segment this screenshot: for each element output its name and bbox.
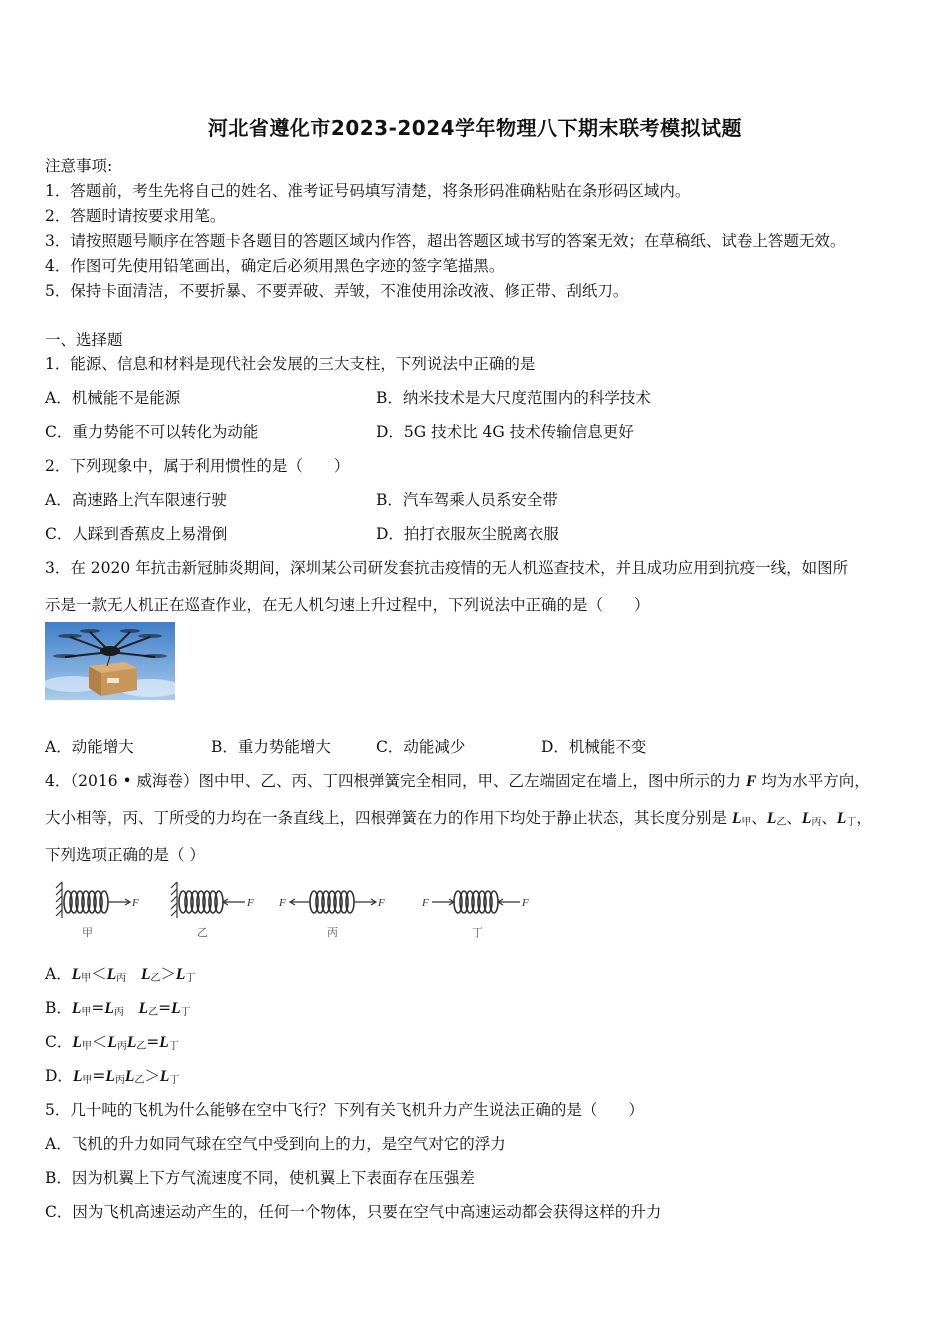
- q4-stem-line-2: 大小相等，丙、丁所受的力均在一条直线上，四根弹簧在力的作用下均处于静止状态，其长度分别是 $L_甲$、$L_乙$、$L_丙$、$L_丁$，: [45, 809, 872, 828]
- spring-ding: [454, 891, 498, 913]
- q1-stem: 1．能源、信息和材料是现代社会发展的三大支柱，下列说法中正确的是: [45, 355, 536, 373]
- spring-yi: [179, 891, 223, 913]
- force-label-ding-left: F: [422, 897, 429, 909]
- q2-option-b: B．汽车驾乘人员系安全带: [376, 491, 558, 509]
- q5-stem: 5．几十吨的飞机为什么能够在空中飞行？下列有关飞机升力产生说法正确的是（ ）: [45, 1101, 644, 1119]
- drone-illustration: [45, 622, 175, 700]
- l-symbol: L: [175, 966, 186, 983]
- l-symbol: L: [801, 810, 812, 827]
- sub-ding: 丁: [180, 1007, 191, 1018]
- option-prefix: D．: [45, 1067, 73, 1085]
- sub-ding: 丁: [169, 1075, 180, 1086]
- notice-heading: 注意事项:: [45, 157, 113, 175]
- q5-option-c: C．因为飞机高速运动产生的，任何一个物体，只要在空气中高速运动都会获得这样的升力: [45, 1203, 662, 1221]
- q1-option-d: D．5G 技术比 4G 技术传输信息更好: [376, 423, 634, 441]
- q3-option-d: D．机械能不变: [541, 738, 647, 756]
- l-symbol: L: [159, 1068, 170, 1085]
- q5-option-a: A．飞机的升力如同气球在空气中受到向上的力，是空气对它的浮力: [45, 1135, 506, 1153]
- force-label-bing-right: F: [378, 897, 385, 909]
- q2-option-c: C．人踩到香蕉皮上易滑倒: [45, 525, 228, 543]
- q2-stem: 2．下列现象中，属于利用惯性的是（ ）: [45, 457, 350, 475]
- drone-image: [45, 622, 175, 700]
- sub-yi: 乙: [776, 817, 787, 828]
- force-label-yi: F: [247, 897, 254, 909]
- q4-option-b: B．$L_甲=L_丙$ $L_乙=L_丁$: [45, 999, 191, 1018]
- q2-option-d: D．拍打衣服灰尘脱离衣服: [376, 525, 559, 543]
- notice-item-3: 3．请按照题号顺序在答题卡各题目的答题区域内作答，超出答题区域书写的答案无效；在草稿纸、试卷上答题无效。: [45, 232, 846, 250]
- q4-force-symbol: F: [746, 773, 757, 790]
- sub-jia: 甲: [81, 973, 92, 984]
- option-prefix: B．: [45, 999, 72, 1017]
- q3-option-a: A．动能增大: [45, 738, 134, 756]
- sub-bing: 丙: [113, 1007, 124, 1018]
- l-symbol: L: [140, 966, 151, 983]
- notice-item-4: 4．作图可先使用铅笔画出，确定后必须用黑色字迹的签字笔描黑。: [45, 257, 505, 275]
- force-label-jia: F: [132, 897, 139, 909]
- spring-bing: [310, 891, 354, 913]
- sub-yi: 乙: [136, 1041, 147, 1052]
- sub-jia: 甲: [81, 1041, 92, 1052]
- l-symbol: L: [104, 1000, 114, 1017]
- label-jia: 甲: [82, 926, 93, 939]
- wall-hatch-jia: [56, 882, 62, 916]
- l-symbol: L: [731, 810, 742, 827]
- q4-option-d: D．$L_甲=L_丙L_乙>L_丁$: [45, 1067, 180, 1086]
- l-symbol: L: [107, 1034, 117, 1051]
- sub-bing: 丙: [114, 1075, 125, 1086]
- sub-ding: 丁: [168, 1041, 179, 1052]
- l-symbol: L: [106, 966, 117, 983]
- q4-stem-line-3: 下列选项正确的是（ ）: [45, 846, 205, 864]
- notice-item-2: 2．答题时请按要求用笔。: [45, 207, 226, 225]
- q3-stem-line-1: 3．在 2020 年抗击新冠肺炎期间，深圳某公司研发套抗击疫情的无人机巡查技术，并且成功应用到抗疫一线，如图所: [45, 559, 849, 577]
- l-symbol: L: [72, 1034, 82, 1051]
- q1-option-b: B．纳米技术是大尺度范围内的科学技术: [376, 389, 651, 407]
- label-yi: 乙: [197, 926, 208, 939]
- l-symbol: L: [72, 1068, 83, 1085]
- notice-item-1: 1．答题前，考生先将自己的姓名、准考证号码填写清楚，将条形码准确粘贴在条形码区域内。: [45, 182, 691, 200]
- q3-stem-line-2: 示是一款无人机正在巡查作业，在无人机匀速上升过程中，下列说法中正确的是（ ）: [45, 596, 650, 614]
- q1-option-c: C．重力势能不可以转化为动能: [45, 423, 259, 441]
- sub-ding: 丁: [185, 973, 196, 984]
- q1-option-a: A．机械能不是能源: [45, 389, 181, 407]
- label-bing: 丙: [327, 926, 338, 939]
- q3-option-b: B．重力势能增大: [211, 738, 331, 756]
- l-symbol: L: [171, 1000, 181, 1017]
- sub-bing: 丙: [116, 1041, 127, 1052]
- sub-jia: 甲: [82, 1075, 93, 1086]
- q4-stem-2-text: 大小相等，丙、丁所受的力均在一条直线上，四根弹簧在力的作用下均处于静止状态，其长度分别是: [45, 809, 732, 827]
- option-prefix: C．: [45, 1033, 73, 1051]
- l-symbol: L: [71, 966, 82, 983]
- l-symbol: L: [71, 1000, 82, 1017]
- l-symbol: L: [138, 1000, 149, 1017]
- q2-option-a: A．高速路上汽车限速行驶: [45, 491, 227, 509]
- force-label-bing-left: F: [279, 897, 286, 909]
- q3-option-c: C．动能减少: [376, 738, 466, 756]
- l-symbol: L: [126, 1034, 137, 1051]
- sub-jia: 甲: [81, 1007, 92, 1018]
- option-prefix: A．: [45, 965, 72, 983]
- spring-jia: [64, 891, 108, 913]
- l-symbol: L: [105, 1068, 115, 1085]
- sub-yi: 乙: [148, 1007, 159, 1018]
- sub-jia: 甲: [741, 817, 752, 828]
- springs-diagram: [52, 878, 542, 944]
- wall-hatch-yi: [171, 882, 177, 916]
- q4-stem-line-1: [45, 769, 870, 791]
- l-symbol: L: [836, 810, 847, 827]
- q4-option-c: C．$L_甲<L_丙L_乙=L_丁$: [45, 1033, 179, 1052]
- q4-option-a: A．$L_甲<L_丙$ $L_乙>L_丁$: [45, 965, 196, 984]
- q4-stem-1-tail: 均为水平方向，: [756, 772, 870, 790]
- page-title: 河北省遵化市2023-2024学年物理八下期末联考模拟试题: [207, 116, 743, 140]
- q5-option-b: B．因为机翼上下方气流速度不同，使机翼上下表面存在压强差: [45, 1169, 475, 1187]
- l-symbol: L: [159, 1034, 169, 1051]
- l-symbol: L: [124, 1068, 135, 1085]
- sub-bing: 丙: [116, 973, 127, 984]
- section-heading: 一、选择题: [45, 331, 123, 349]
- sub-yi: 乙: [150, 973, 161, 984]
- label-ding: 丁: [472, 926, 483, 939]
- sub-ding: 丁: [846, 817, 857, 828]
- sub-bing: 丙: [811, 817, 822, 828]
- q4-stem-1-text: 4．（2016 • 威海卷）图中甲、乙、丙、丁四根弹簧完全相同，甲、乙左端固定在墙上，图中所示的力: [45, 772, 746, 790]
- force-label-ding-right: F: [522, 897, 529, 909]
- sub-yi: 乙: [134, 1075, 145, 1086]
- l-symbol: L: [766, 810, 777, 827]
- notice-item-5: 5．保持卡面清洁，不要折暴、不要弄破、弄皱，不准使用涂改液、修正带、刮纸刀。: [45, 282, 629, 300]
